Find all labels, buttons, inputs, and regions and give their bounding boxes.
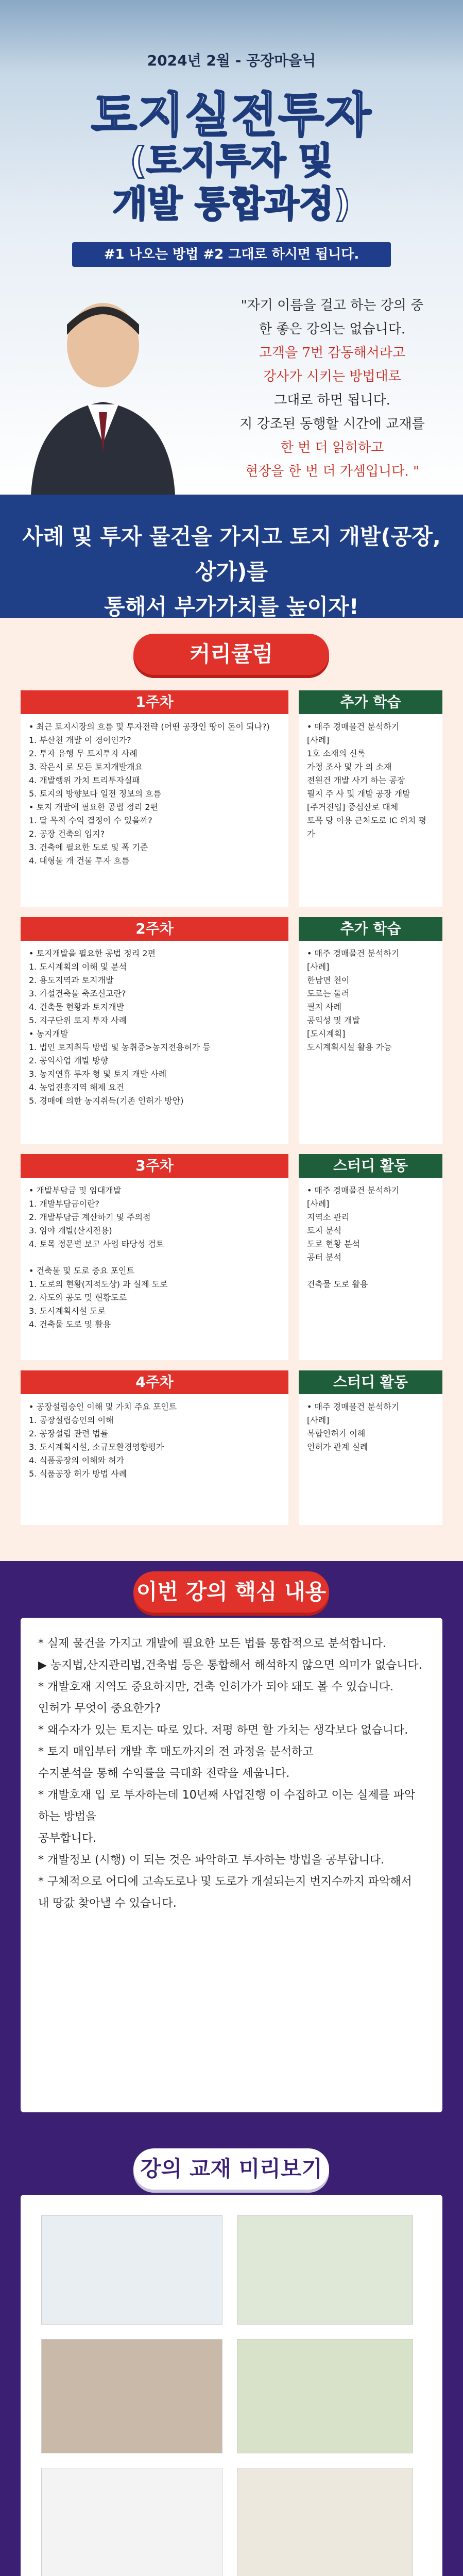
book-page-image: [41, 2468, 222, 2576]
week-item: 2. 용도지역과 토지개발: [29, 975, 114, 985]
extra-item: 복합인허가 이해: [307, 1429, 366, 1438]
extra-item: 필지 주 사 및 개발 공장 개발: [307, 789, 410, 799]
banner-line1: 사례 및 투자 물건을 가지고 토지 개발(공장, 상가)를: [22, 524, 441, 584]
week-1-extra-items: [299, 714, 442, 847]
book-map-image: [237, 2339, 413, 2453]
week-4-extra-title: 스터디 활동: [299, 1370, 442, 1394]
curriculum-section: [0, 618, 463, 1561]
week-item: 2. 공장 건축의 입지?: [29, 829, 105, 839]
extra-item: • 매주 경매물건 분석하기: [307, 722, 400, 732]
week-3-title: 3주차: [21, 1154, 288, 1178]
instructor-photo: [21, 289, 185, 495]
week-3-items: [21, 1178, 288, 1337]
core-line: ▶ 농지법,산지관리법,건축법 등은 통합해서 해석하지 않으면 의미가 없습니다.: [38, 1659, 422, 1672]
core-line: * 개발호재 입 로 투자하는데 10년째 사업진행 이 수집하고 이는 실제를 파악하는 방법을: [38, 1789, 416, 1823]
quote-line: 고객을 7번 감동해서라고: [259, 345, 406, 361]
extra-item: [사례]: [307, 735, 330, 745]
week-item: 1. 달 목적 수익 결정이 수 있을까?: [29, 816, 152, 825]
week-item: 3. 작은시 로 모든 토지개발개요: [29, 762, 143, 772]
week-item: 3. 농지연휴 투자 형 및 토지 개발 사례: [29, 1069, 167, 1079]
week-item: 4. 건축물 도로 및 활용: [29, 1319, 111, 1329]
core-lines: [21, 1618, 442, 1930]
curriculum-label: 커리큘럼: [133, 634, 329, 675]
extra-item: 1호 소재의 신록: [307, 749, 366, 758]
week-item: 5. 경매에 의한 농지취득(기존 인허가 방안): [29, 1096, 184, 1106]
core-card: [21, 1618, 442, 2112]
week-item: • 최근 토지시장의 흐름 및 투자전략 (어떤 공장인 땅이 돈이 되나?): [29, 722, 270, 732]
week-item: 2. 투자 유행 무 토지투자 사례: [29, 749, 138, 758]
extra-item: 공터 분석: [307, 1252, 341, 1262]
extra-item: 도로 현황 분석: [307, 1239, 360, 1249]
extra-item: [도시계획]: [307, 1029, 346, 1039]
highlight-banner: [0, 495, 463, 618]
quote-line: 지 강조된 동행할 시간에 교재를: [239, 416, 425, 432]
hero-strip: #1 나오는 방법 #2 그대로 하시면 됩니다.: [72, 242, 391, 267]
book-label: 강의 교재 미리보기: [133, 2148, 329, 2190]
week-item: • 공장설립승인 이해 및 가치 주요 포인트: [29, 1402, 177, 1412]
week-item: 2. 공익사업 개발 방향: [29, 1056, 109, 1065]
extra-item: 가정 조사 및 가 의 소재: [307, 762, 392, 772]
extra-item: 인허가 관계 실례: [307, 1442, 368, 1452]
week-3-extra-items: [299, 1178, 442, 1297]
week-item: • 농지개발: [29, 1029, 68, 1039]
week-item: 3. 도시계획시설, 소규모환경영향평가: [29, 1442, 164, 1452]
week-2-extra-items: [299, 941, 442, 1060]
week-1-box: [21, 690, 288, 907]
hero-title: 토지실전투자: [91, 88, 372, 143]
week-item: 4. 개발행위 가치 트리투자실패: [29, 775, 140, 785]
quote-line: "자기 이름을 걸고 하는 강의 중: [241, 298, 424, 313]
book-page-image: [237, 2468, 413, 2576]
extra-item: [사례]: [307, 962, 330, 972]
week-2-title: 2주차: [21, 917, 288, 941]
week-item: • 건축물 및 도로 중요 포인트: [29, 1266, 134, 1276]
week-item: 1. 공장설립승인의 이해: [29, 1415, 114, 1425]
week-item: 3. 도시계획시설 도로: [29, 1306, 106, 1316]
core-line: * 토지 매입부터 개발 후 매도까지의 전 과정을 분석하고: [38, 1745, 314, 1758]
extra-item: [307, 1264, 434, 1278]
week-1-items: [21, 714, 288, 874]
week-item: 1. 도로의 현황(지적도상) 과 실제 도로: [29, 1279, 168, 1289]
hero-section: [0, 0, 463, 495]
core-line: 공부합니다.: [38, 1832, 97, 1845]
week-1-extra-title: 추가 학습: [299, 690, 442, 714]
core-line: * 개발호재 지역도 중요하지만, 건축 인허가가 되야 돼도 볼 수 있습니다.: [38, 1681, 393, 1693]
week-4-title: 4주차: [21, 1370, 288, 1394]
week-item: 4. 건축물 현황과 토지개발: [29, 1002, 125, 1012]
week-item: 3. 건축에 필요한 도로 및 폭 기준: [29, 842, 148, 852]
week-item: 4. 식품공장의 이해와 허가: [29, 1455, 125, 1465]
week-item: • 토지 개발에 필요한 공법 정리 2편: [29, 802, 159, 812]
extra-item: • 매주 경매물건 분석하기: [307, 948, 400, 958]
book-page-image: [41, 2215, 222, 2325]
extra-item: 공익성 및 개발: [307, 1015, 360, 1025]
book-card: [21, 2195, 442, 2576]
week-item: 2. 사도와 공도 및 현황도로: [29, 1293, 127, 1302]
week-item: 1. 법인 토지취득 방법 및 농취증>농지전용허가 등: [29, 1042, 211, 1052]
week-item: • 개발부담금 및 임대개발: [29, 1185, 122, 1195]
extra-item: 도로는 둘러: [307, 989, 350, 998]
core-line: * 실제 물건을 가지고 개발에 필요한 모든 법률 통합적으로 분석합니다.: [38, 1637, 386, 1650]
week-4-items: [21, 1394, 288, 1487]
extra-item: 토지 분석: [307, 1226, 341, 1235]
week-item: 1. 개발부담금이란?: [29, 1199, 100, 1209]
week-item: [29, 1251, 280, 1264]
week-item: 4. 농업진흥지역 해제 요건: [29, 1082, 125, 1092]
extra-item: [사례]: [307, 1199, 330, 1209]
week-item: 4. 대형물 개 건물 투자 흐름: [29, 856, 130, 866]
core-line: 수지분석을 통해 수익률을 극대화 전략을 세웁니다.: [38, 1767, 290, 1780]
quote-line: 강사가 시키는 방법대로: [263, 369, 401, 384]
week-item: 4. 토목 정문별 보고 사업 타당성 검토: [29, 1239, 164, 1249]
week-3-extra-title: 스터디 활동: [299, 1154, 442, 1178]
hero-subtitle-line1: (토지투자 및: [130, 140, 333, 182]
quote-line: 그대로 하면 됩니다.: [274, 393, 390, 408]
week-item: 1. 부산천 개발 이 경이인가?: [29, 735, 131, 745]
week-4-extra-items: [299, 1394, 442, 1460]
week-item: 5. 토지의 방향보다 일전 정보의 흐름: [29, 789, 162, 799]
week-3-box: [21, 1154, 288, 1360]
quote-line: 한 번 더 읽히하고: [280, 440, 384, 455]
extra-item: 지역소 관리: [307, 1212, 350, 1222]
extra-item: [주거진입] 중심산로 대체: [307, 802, 399, 812]
extra-item: 필지 사례: [307, 1002, 341, 1012]
core-line: * 왜수자가 있는 토지는 따로 있다. 저평 하면 할 가치는 생각보다 없습니다.: [38, 1724, 408, 1737]
week-2-extra-title: 추가 학습: [299, 917, 442, 941]
week-4-extra-box: [299, 1370, 442, 1525]
week-1-title: 1주차: [21, 690, 288, 714]
extra-item: 전원건 개발 사기 하는 공장: [307, 775, 405, 785]
book-map-image: [41, 2339, 222, 2453]
core-line: 내 땅값 찾아낼 수 있습니다.: [38, 1897, 177, 1910]
core-line: * 구체적으로 어디에 고속도로나 및 도로가 개설되는지 번지수까지 파악해서: [38, 1875, 412, 1888]
hero-tag: 2024년 2월 - 공장마을닉: [147, 52, 316, 69]
hero-subtitle-line2: 개발 통합과정): [112, 183, 351, 225]
week-1-extra-box: [299, 690, 442, 907]
week-2-extra-box: [299, 917, 442, 1144]
highlight-banner-text: [21, 519, 442, 618]
week-item: 5. 지구단위 토지 투자 사례: [29, 1015, 127, 1025]
book-preview-section: [0, 2138, 463, 2576]
week-item: • 토지개발을 필요한 공법 정리 2편: [29, 948, 156, 958]
instructor-quote: [221, 294, 443, 483]
book-page-image: [237, 2215, 413, 2325]
extra-item: • 매주 경매물건 분석하기: [307, 1185, 400, 1195]
core-line: 인허가 무엇이 중요한가?: [38, 1702, 161, 1715]
week-item: 1. 도시계획의 이해 및 분석: [29, 962, 127, 972]
core-label: 이번 강의 핵심 내용: [133, 1571, 329, 1613]
hero-subtitle: [0, 139, 463, 226]
banner-line2: 통해서 부가가치를 높이자!: [104, 594, 359, 618]
extra-item: 한남면 천이: [307, 975, 350, 985]
week-item: 2. 공장설립 관련 법률: [29, 1429, 109, 1438]
week-item: 3. 가설건축물 축조신고란?: [29, 989, 126, 998]
week-item: 2. 개발부담금 계산하기 및 주의점: [29, 1212, 151, 1222]
extra-item: 토목 당 이용 근처도로 IC 위치 평가: [307, 816, 426, 839]
extra-item: 도시계획시설 활용 가능: [307, 1042, 392, 1052]
week-2-items: [21, 941, 288, 1114]
core-line: * 개발정보 (시행) 이 되는 것은 파악하고 투자하는 방법을 공부합니다.: [38, 1854, 384, 1867]
extra-item: • 매주 경매물건 분석하기: [307, 1402, 400, 1412]
week-4-box: [21, 1370, 288, 1525]
extra-item: [사례]: [307, 1415, 330, 1425]
quote-line: 현장을 한 번 더 가셈입니다. ": [245, 464, 419, 479]
quote-line: 한 좋은 강의는 없습니다.: [259, 321, 406, 337]
week-2-box: [21, 917, 288, 1144]
week-item: 5. 식품공장 허가 방법 사례: [29, 1469, 127, 1479]
week-item: 3. 임야 개발(산지전용): [29, 1226, 112, 1235]
core-content-section: [0, 1561, 463, 2138]
extra-item: 건축물 도로 활용: [307, 1279, 368, 1289]
week-3-extra-box: [299, 1154, 442, 1360]
